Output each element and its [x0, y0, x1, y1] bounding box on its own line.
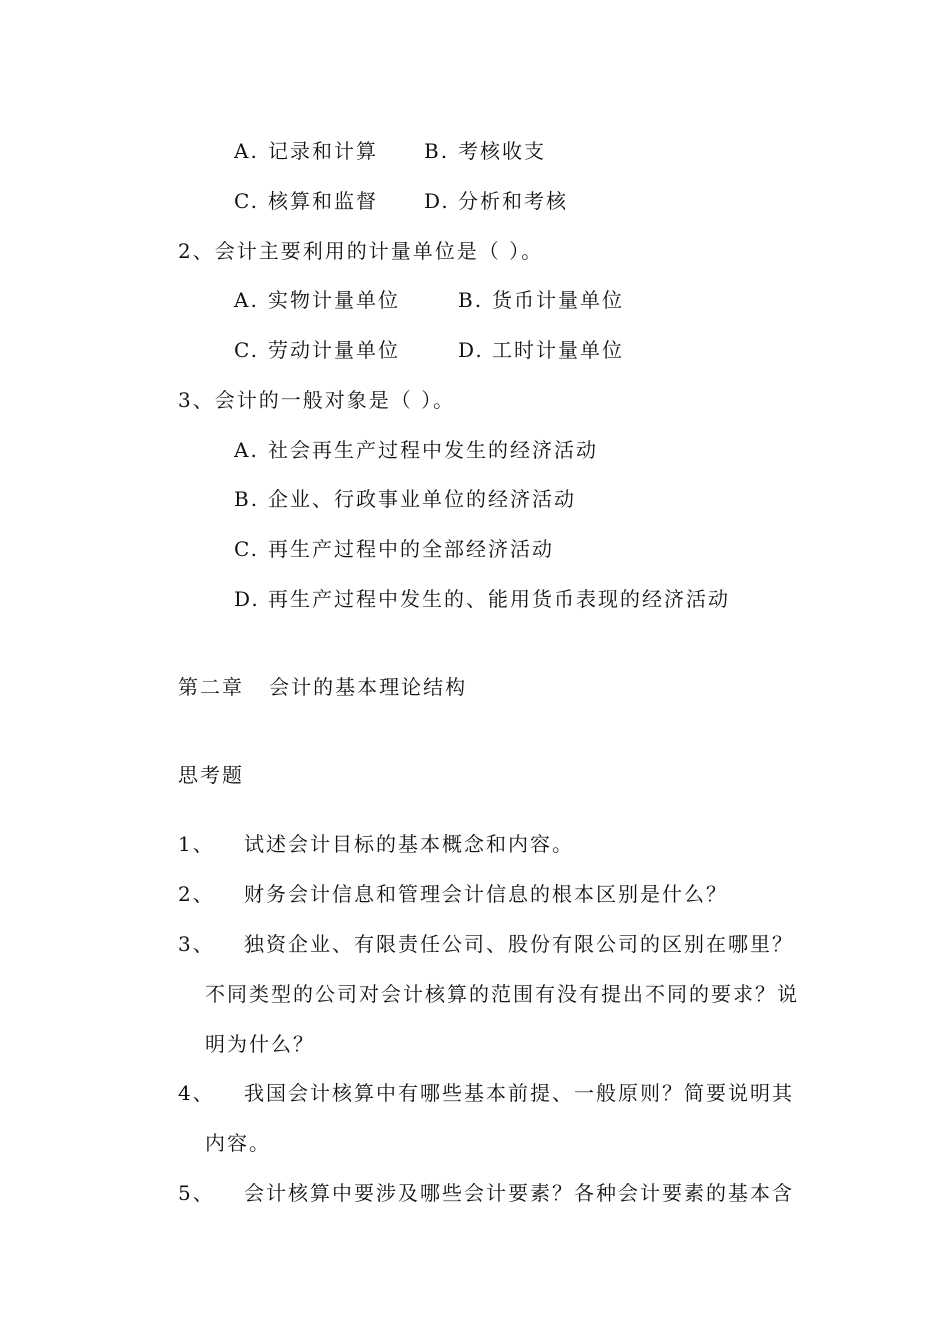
- q3-option-b: [234, 487, 576, 511]
- question-text: 试述会计目标的基本概念和内容。: [244, 832, 574, 856]
- option-key: C.: [234, 338, 259, 362]
- option-key: A.: [234, 139, 259, 163]
- option-text: 工时计量单位: [492, 338, 624, 362]
- option-text: 货币计量单位: [492, 288, 624, 312]
- question-5: [178, 1181, 794, 1205]
- question-3-continuation-1: 不同类型的公司对会计核算的范围有没有提出不同的要求？说: [205, 982, 799, 1006]
- option-text: 社会再生产过程中发生的经济活动: [268, 438, 598, 462]
- question-3: [178, 932, 794, 956]
- question-3-continuation-2: 明为什么？: [205, 1032, 315, 1056]
- q3-option-c: [234, 537, 554, 561]
- option-key: D.: [424, 189, 450, 213]
- chapter-title: 第二章 会计的基本理论结构: [178, 675, 468, 699]
- question-text: 会计核算中要涉及哪些会计要素？各种会计要素的基本含: [244, 1181, 794, 1205]
- question-4-continuation: 内容。: [205, 1131, 271, 1155]
- option-text: 记录和计算: [268, 139, 378, 163]
- question-number: 5、: [178, 1181, 215, 1205]
- question-text: 独资企业、有限责任公司、股份有限公司的区别在哪里？: [244, 932, 794, 956]
- option-text: 实物计量单位: [268, 288, 400, 312]
- q3-stem: 3、会计的一般对象是（ ）。: [178, 388, 456, 412]
- question-number: 3、: [178, 932, 215, 956]
- option-key: A.: [234, 438, 259, 462]
- option-key: B.: [458, 288, 484, 312]
- q1-options-row-2: [234, 189, 568, 213]
- option-key: B.: [424, 139, 450, 163]
- question-number: 1、: [178, 832, 215, 856]
- question-4: [178, 1081, 794, 1105]
- option-key: D.: [234, 587, 260, 611]
- option-text: 再生产过程中的全部经济活动: [268, 537, 554, 561]
- option-key: C.: [234, 537, 259, 561]
- q2-options-row-2: [234, 338, 624, 362]
- q3-option-a: [234, 438, 598, 462]
- option-text: 企业、行政事业单位的经济活动: [268, 487, 576, 511]
- question-2: [178, 882, 728, 906]
- option-text: 核算和监督: [268, 189, 378, 213]
- q2-options-row-1: [234, 288, 624, 312]
- q1-options-row-1: [234, 139, 546, 163]
- option-key: A.: [234, 288, 259, 312]
- option-text: 劳动计量单位: [268, 338, 400, 362]
- question-text: 财务会计信息和管理会计信息的根本区别是什么？: [244, 882, 728, 906]
- section-title: 思考题: [178, 763, 244, 787]
- question-text: 我国会计核算中有哪些基本前提、一般原则？简要说明其: [244, 1081, 794, 1105]
- question-number: 4、: [178, 1081, 215, 1105]
- q3-option-d: [234, 587, 730, 611]
- question-number: 2、: [178, 882, 215, 906]
- option-text: 分析和考核: [458, 189, 568, 213]
- option-key: D.: [458, 338, 484, 362]
- option-text: 再生产过程中发生的、能用货币表现的经济活动: [268, 587, 730, 611]
- option-text: 考核收支: [458, 139, 546, 163]
- option-key: C.: [234, 189, 259, 213]
- q2-stem: 2、会计主要利用的计量单位是（ ）。: [178, 239, 544, 263]
- question-1: [178, 832, 574, 856]
- option-key: B.: [234, 487, 260, 511]
